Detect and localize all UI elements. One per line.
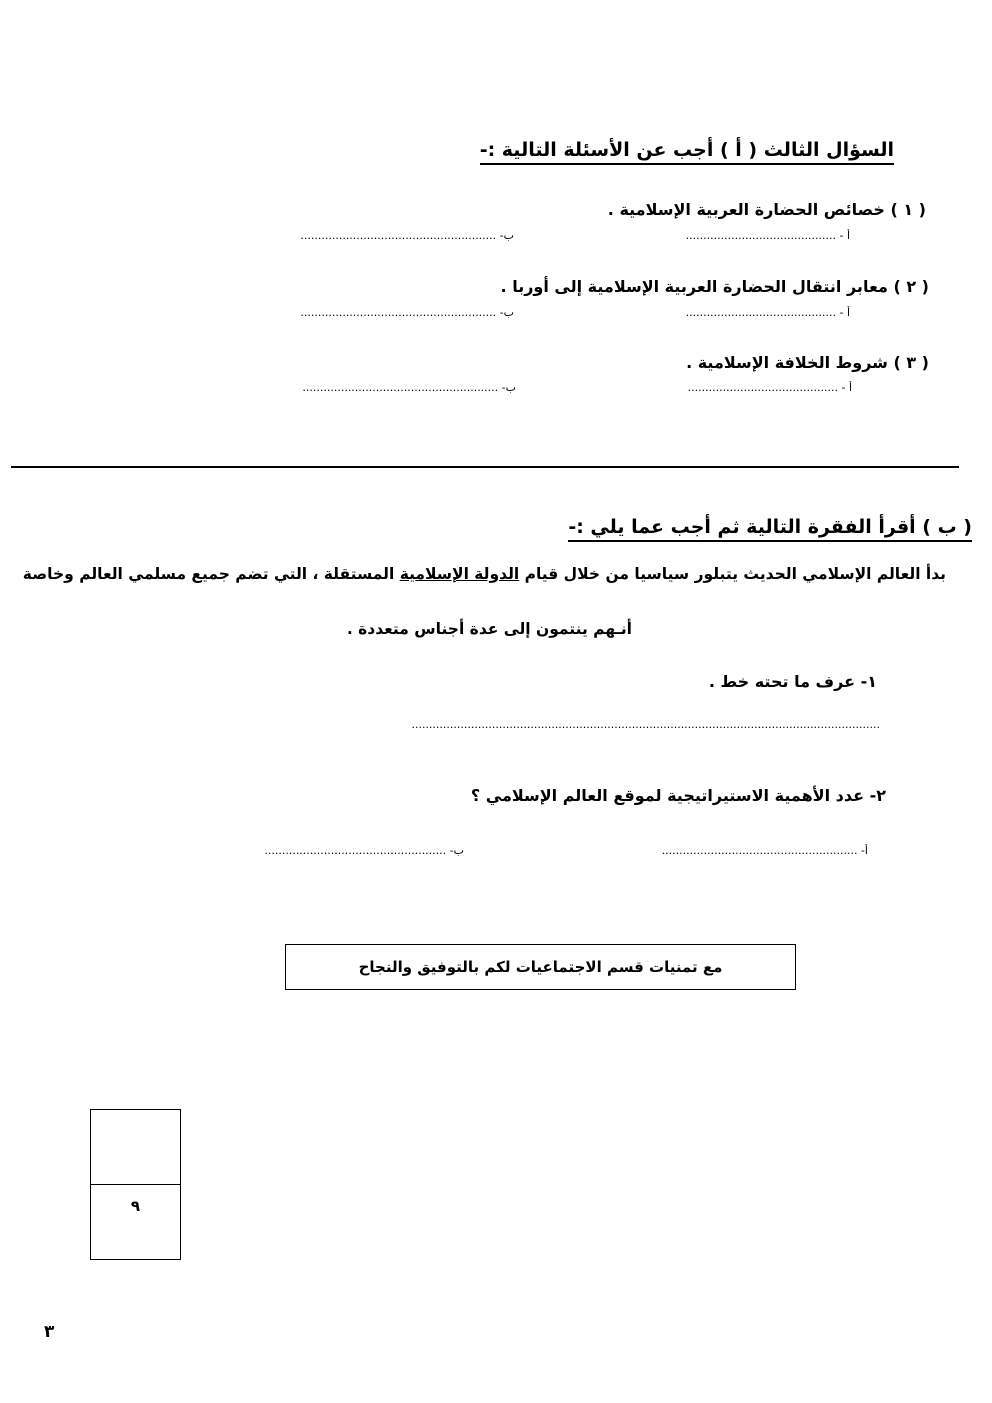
question-1-answer-beh: ب- ........................................................: [300, 229, 514, 242]
subquestion-1-label: ١- عرف ما تحته خط .: [708, 672, 877, 691]
passage-text-before: بدأ العالم الإسلامي الحديث يتبلور سياسيا من خلال قيام: [519, 565, 946, 583]
closing-wish-box: [285, 944, 796, 990]
section-a-title: السؤال الثالث ( أ ) أجب عن الأسئلة التالية :-: [480, 139, 894, 165]
passage-underlined-term: الدولة الإسلامية: [399, 565, 520, 583]
section-b-title: ( ب ) أقرأ الفقرة التالية ثم أجب عما يلي :-: [568, 516, 972, 542]
subquestion-2-answer-alef: أ- ........................................................: [661, 844, 868, 857]
section-divider: [11, 466, 959, 468]
subquestion-2-answer-beh: ب- ....................................................: [264, 844, 464, 857]
question-2-answer-beh: ب- ........................................................: [300, 306, 514, 319]
passage-line-1: [23, 565, 946, 583]
question-2-label: ( ٢ ) معابر انتقال الحضارة العربية الإسلامية إلى أوربا .: [500, 277, 929, 296]
question-1-answer-alef: أ - ...........................................: [685, 229, 850, 242]
closing-wish-text: مع تمنيات قسم الاجتماعيات لكم بالتوفيق والنجاح: [358, 958, 723, 976]
question-3-answer-beh: ب- ........................................................: [302, 381, 516, 394]
score-total-cell: [91, 1185, 180, 1258]
question-3-label: ( ٣ ) شروط الخلافة الإسلامية .: [686, 353, 929, 372]
score-obtained-cell: [91, 1110, 180, 1185]
question-2-answer-alef: أ - ...........................................: [685, 306, 850, 319]
score-total-value: ٩: [130, 1197, 141, 1215]
subquestion-1-answer-line: ......................................................................................................................................: [411, 718, 880, 731]
page-number: ٣: [44, 1322, 55, 1342]
passage-text-after: المستقلة ، التي تضم جميع مسلمي العالم وخاصة: [22, 565, 400, 583]
question-1-label: ( ١ ) خصائص الحضارة العربية الإسلامية .: [607, 200, 926, 219]
passage-line-2: أنـهم ينتمون إلى عدة أجناس متعددة .: [346, 620, 632, 638]
question-3-answer-alef: أ - ...........................................: [687, 381, 852, 394]
score-box: [90, 1109, 181, 1260]
subquestion-2-label: ٢- عدد الأهمية الاستيراتيجية لموقع العالم الإسلامي ؟: [470, 786, 886, 805]
